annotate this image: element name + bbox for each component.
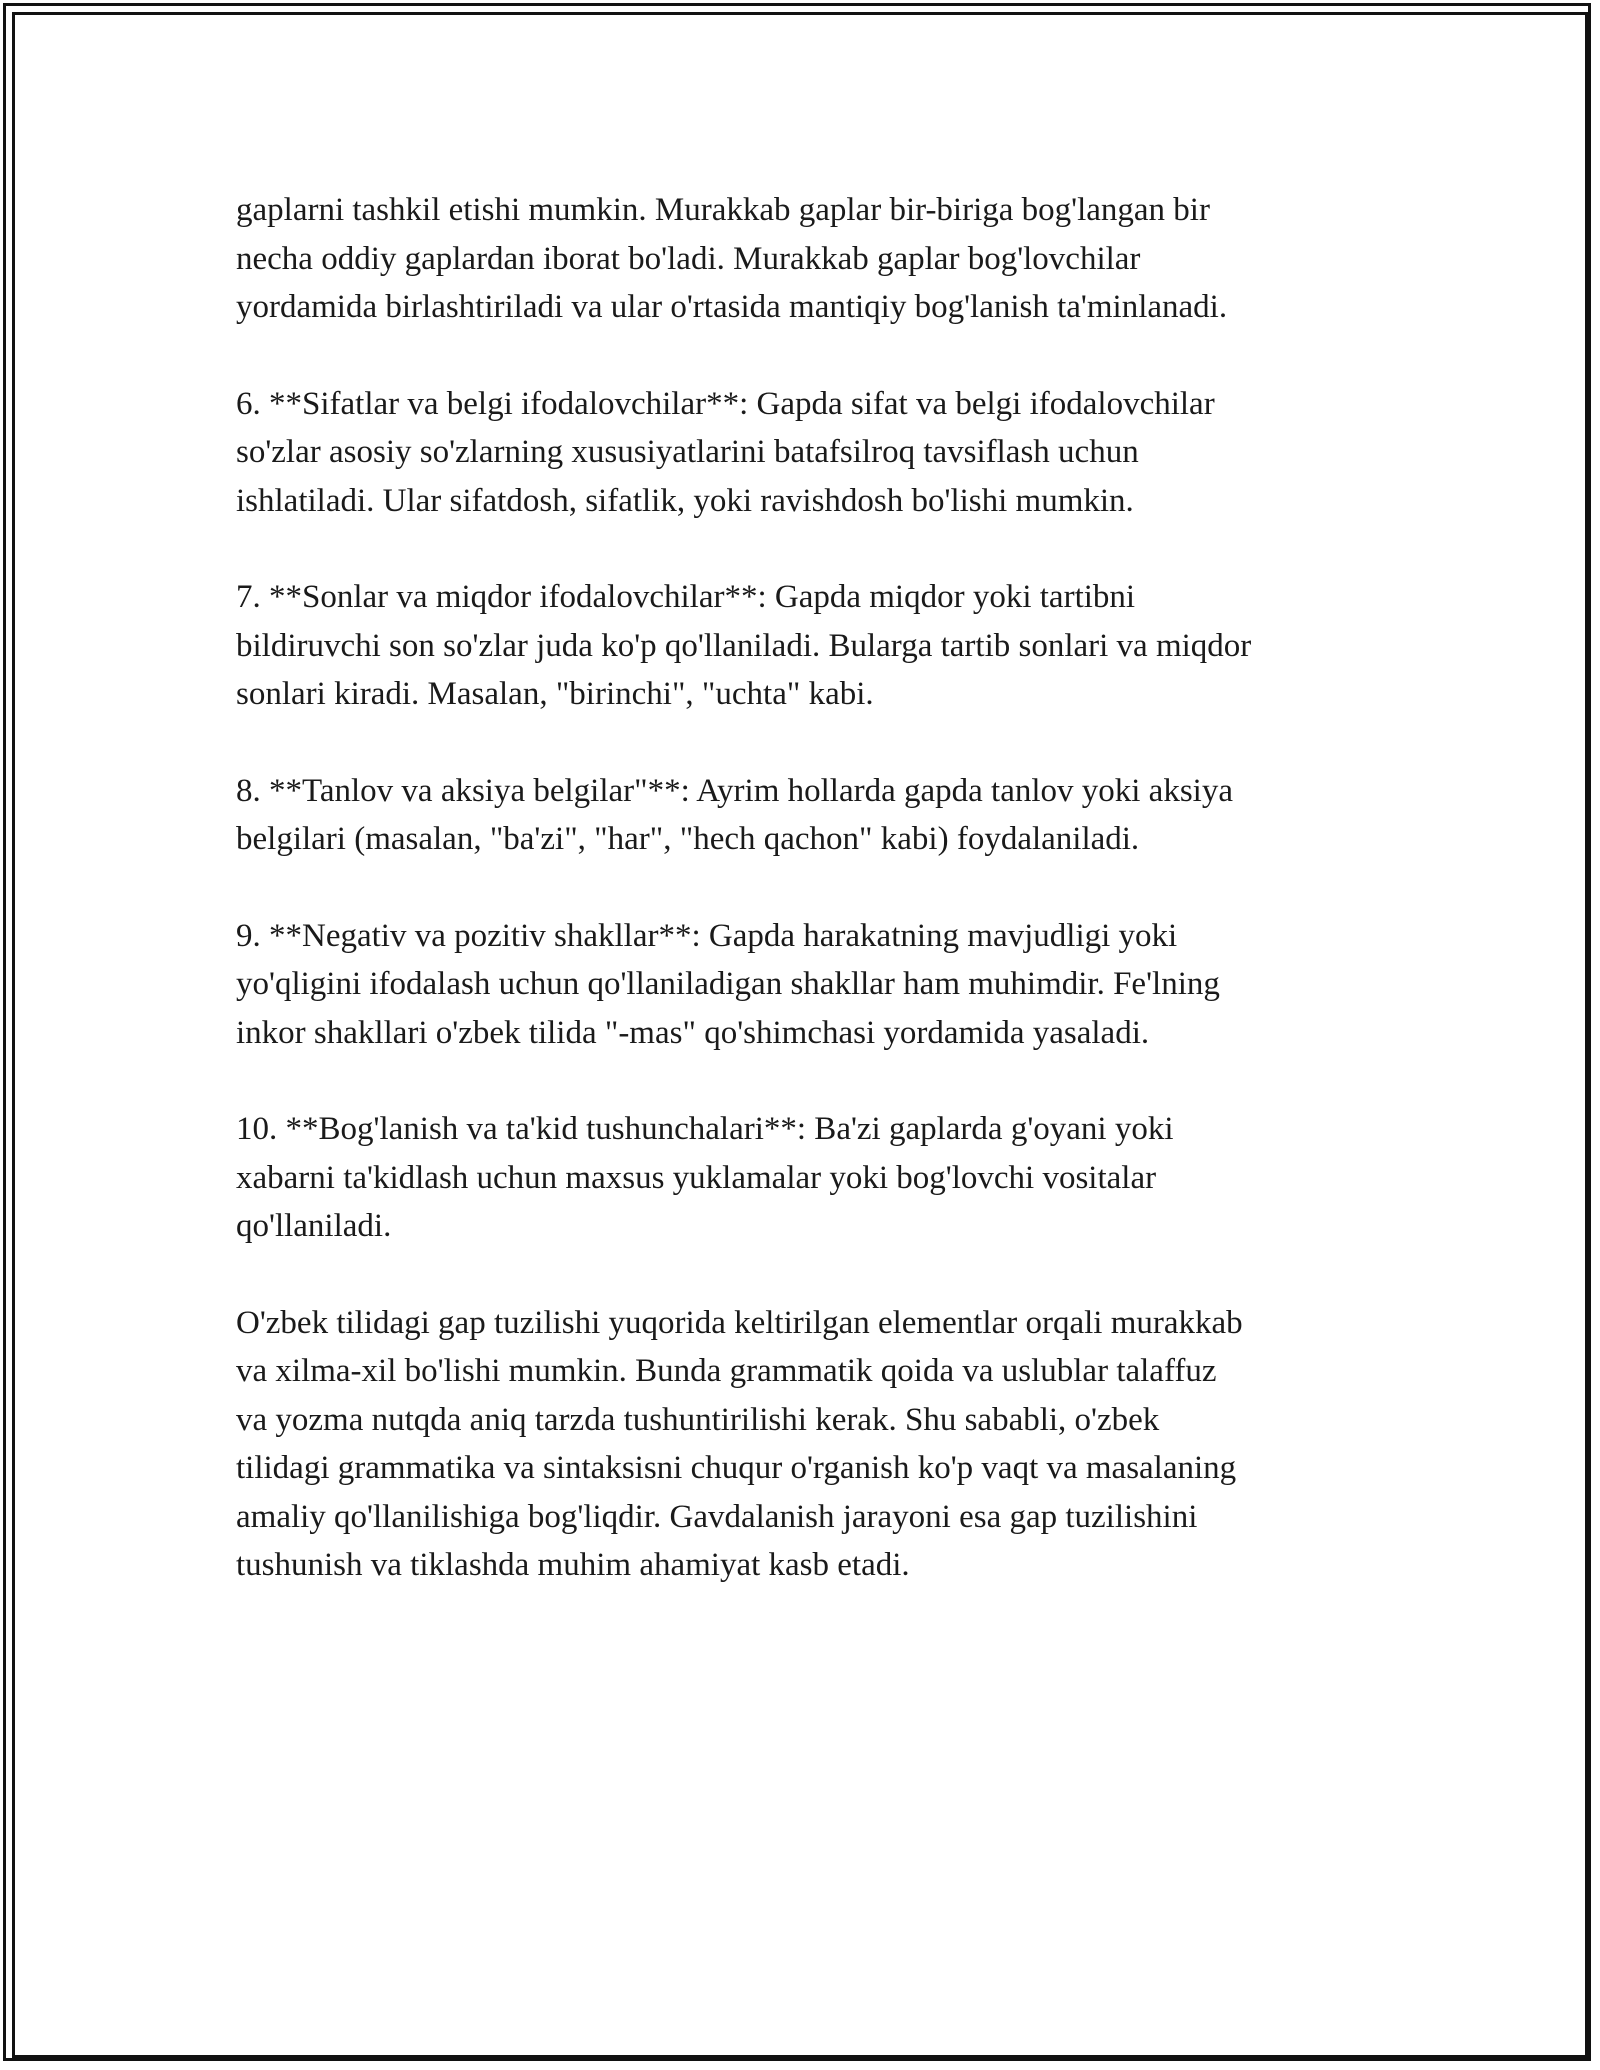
paragraph-conclusion: O'zbek tilidagi gap tuzilishi yuqorida keltirilgan elementlar orqali murakkab va xilma-xil bo'lishi mumkin. Bunda grammatik qoida va uslublar talaffuz va yozma nutqda aniq tarzda tushuntirilishi kerak. Shu sababli, o'zbek tilidagi grammatika va sintaksisni chuqur o'rganish ko'p vaqt va masalaning amaliy qo'llanilishiga bog'liqdir. Gavdalanish jarayoni esa gap tuzilishini tushunish va tiklashda muhim ahamiyat kasb etadi. (236, 1304, 1243, 1583)
document-body (236, 186, 1386, 1638)
list-item-7: 7. **Sonlar va miqdor ifodalovchilar**: Gapda miqdor yoki tartibni bildiruvchi son so'zlar juda ko'p qo'llaniladi. Bularga tartib sonlari va miqdor sonlari kiradi. Masalan, "birinchi", "uchta" kabi. (236, 579, 1252, 712)
paragraph-continuation: gaplarni tashkil etishi mumkin. Murakkab gaplar bir-biriga bog'langan bir necha oddiy gaplardan iborat bo'ladi. Murakkab gaplar bog'lovchilar yordamida birlashtiriladi va ular o'rtasida mantiqiy bog'lanish ta'minlanadi. (236, 192, 1228, 325)
list-item-6: 6. **Sifatlar va belgi ifodalovchilar**: Gapda sifat va belgi ifodalovchilar so'zlar asosiy so'zlarning xususiyatlarini batafsilroq tavsiflash uchun ishlatiladi. Ular sifatdosh, sifatlik, yoki ravishdosh bo'lishi mumkin. (236, 385, 1215, 519)
list-item-10: 10. **Bog'lanish va ta'kid tushunchalari**: Ba'zi gaplarda g'oyani yoki xabarni ta'kidlash uchun maxsus yuklamalar yoki bog'lovchi vositalar qo'llaniladi. (236, 1111, 1174, 1244)
list-item-8: 8. **Tanlov va aksiya belgilar"**: Ayrim hollarda gapda tanlov yoki aksiya belgilari (masalan, "ba'zi", "har", "hech qachon" kabi) foydalaniladi. (236, 772, 1233, 857)
list-item-9: 9. **Negativ va pozitiv shakllar**: Gapda harakatning mavjudligi yoki yo'qligini ifodalash uchun qo'llaniladigan shakllar ham muhimdir. Fe'lning inkor shakllari o'zbek tilida "-mas" qo'shimchasi yordamida yasaladi. (236, 917, 1220, 1051)
